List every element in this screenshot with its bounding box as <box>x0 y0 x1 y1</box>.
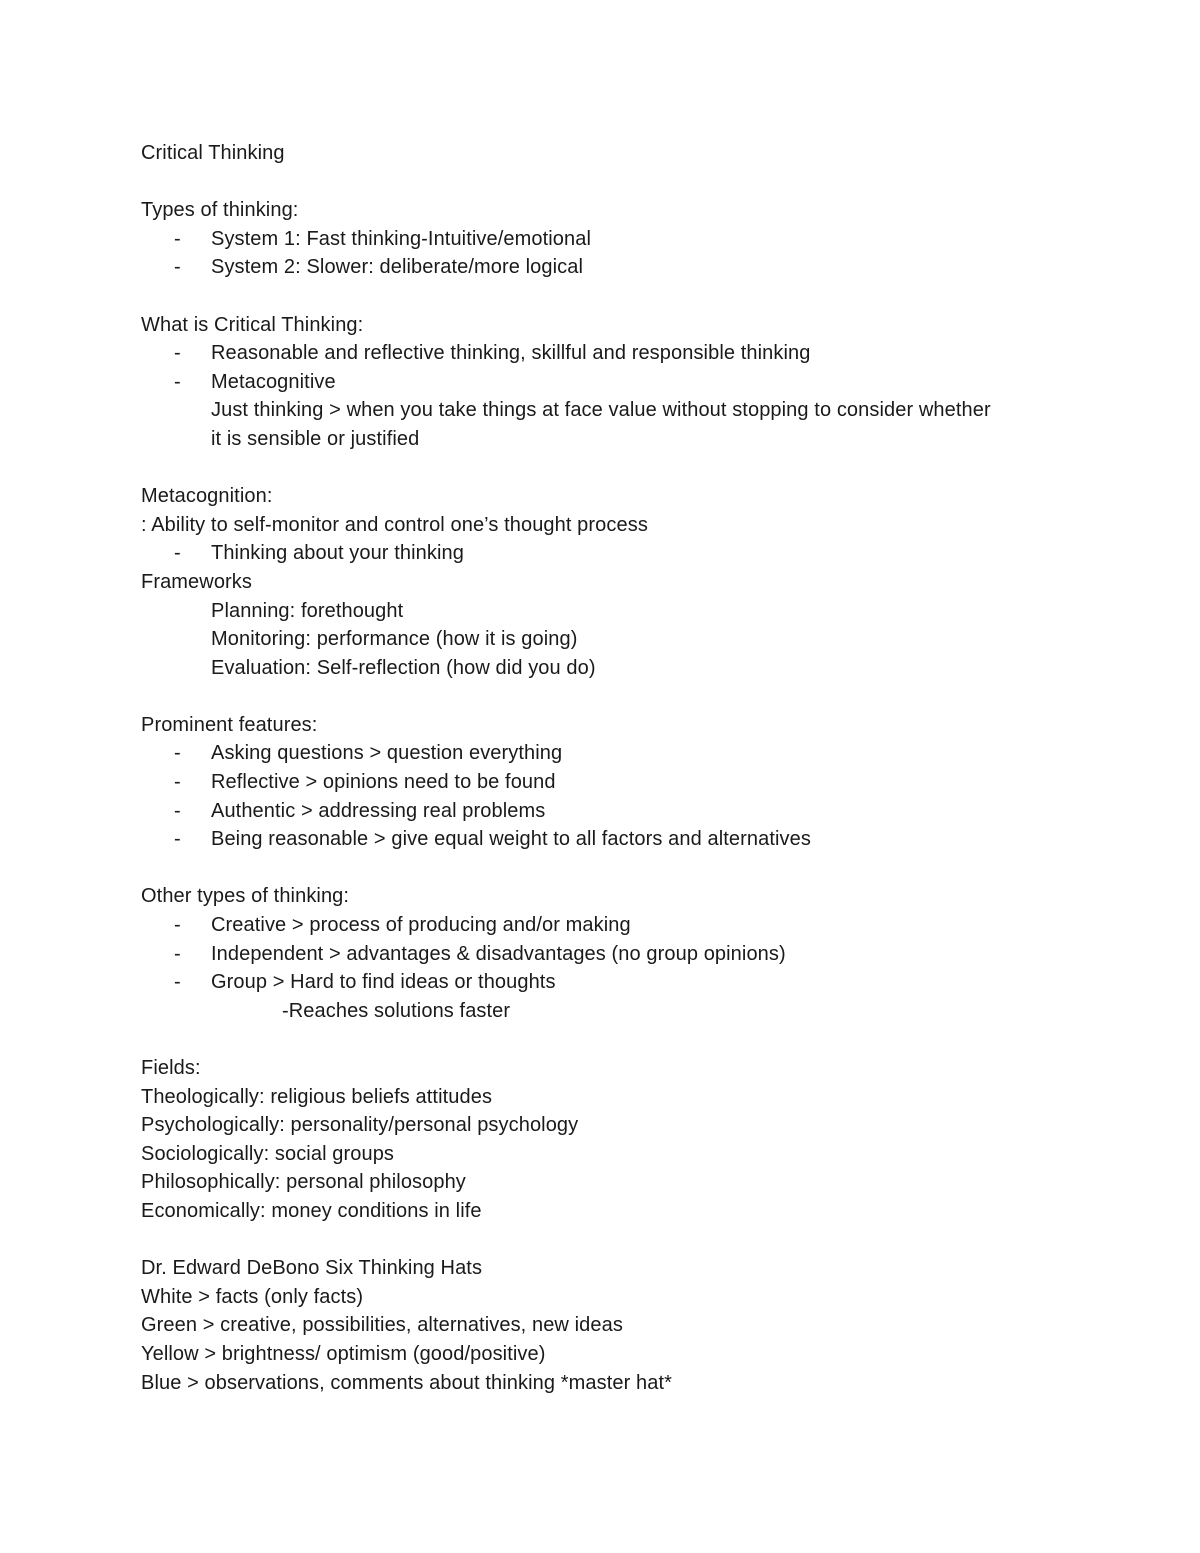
list-item-text: Thinking about your thinking <box>211 542 464 565</box>
list-item <box>141 797 1081 826</box>
list-item-text: Creative > process of producing and/or making <box>211 914 631 937</box>
hat-item: White > facts (only facts) <box>141 1285 364 1308</box>
bullet-dash: - <box>174 742 181 765</box>
list-item-text: Asking questions > question everything <box>211 742 563 765</box>
section-heading-types: Types of thinking: <box>141 199 299 222</box>
continuation-text: it is sensible or justified <box>211 427 420 450</box>
section-heading-frameworks: Frameworks <box>141 570 253 593</box>
section-heading-other: Other types of thinking: <box>141 885 350 908</box>
hat-item: Green > creative, possibilities, alternatives, new ideas <box>141 1314 623 1337</box>
spacer <box>141 282 1081 311</box>
list-item <box>141 539 1081 568</box>
bullet-dash: - <box>174 914 181 937</box>
list-item-text: Metacognitive <box>211 370 336 393</box>
section-heading-what-is: What is Critical Thinking: <box>141 313 364 336</box>
list-item-text: Authentic > addressing real problems <box>211 799 546 822</box>
list-item <box>141 911 1081 940</box>
continuation-text: Just thinking > when you take things at face value without stopping to consider whether <box>211 399 991 422</box>
bullet-dash: - <box>174 828 181 851</box>
document-title: Critical Thinking <box>141 142 285 164</box>
sub-note: -Reaches solutions faster <box>282 999 511 1022</box>
list-item <box>141 225 1081 254</box>
bullet-dash: - <box>174 227 181 250</box>
list-item <box>141 768 1081 797</box>
hat-item: Blue > observations, comments about thinking *master hat* <box>141 1371 672 1394</box>
list-item <box>141 739 1081 768</box>
hat-item: Yellow > brightness/ optimism (good/positive) <box>141 1342 546 1365</box>
spacer <box>141 168 1081 197</box>
section-heading-hats: Dr. Edward DeBono Six Thinking Hats <box>141 1257 483 1280</box>
list-item-text: System 2: Slower: deliberate/more logical <box>211 256 584 279</box>
bullet-dash: - <box>174 942 181 965</box>
field-item: Theologically: religious beliefs attitudes <box>141 1085 493 1108</box>
bullet-dash: - <box>174 971 181 994</box>
framework-item: Monitoring: performance (how it is going) <box>211 628 578 651</box>
bullet-dash: - <box>174 370 181 393</box>
list-item <box>141 253 1081 282</box>
bullet-dash: - <box>174 799 181 822</box>
spacer <box>141 854 1081 883</box>
bullet-dash: - <box>174 342 181 365</box>
list-item <box>141 940 1081 969</box>
list-item-text: Independent > advantages & disadvantages (no group opinions) <box>211 942 786 965</box>
list-item-text: Group > Hard to find ideas or thoughts <box>211 971 556 994</box>
bullet-dash: - <box>174 542 181 565</box>
list-item-text: System 1: Fast thinking-Intuitive/emotional <box>211 227 592 250</box>
spacer <box>141 1025 1081 1054</box>
section-heading-features: Prominent features: <box>141 713 318 736</box>
list-item <box>141 825 1081 854</box>
spacer <box>141 682 1081 711</box>
field-item: Philosophically: personal philosophy <box>141 1171 466 1194</box>
bullet-dash: - <box>174 256 181 279</box>
spacer <box>141 1226 1081 1255</box>
list-item <box>141 968 1081 997</box>
spacer <box>141 454 1081 483</box>
list-item-text: Reflective > opinions need to be found <box>211 771 556 794</box>
bullet-dash: - <box>174 771 181 794</box>
framework-item: Evaluation: Self-reflection (how did you do) <box>211 656 596 679</box>
list-item <box>141 368 1081 397</box>
document-body <box>141 139 1081 1397</box>
list-item <box>141 339 1081 368</box>
field-item: Sociologically: social groups <box>141 1142 395 1165</box>
field-item: Psychologically: personality/personal psychology <box>141 1114 579 1137</box>
field-item: Economically: money conditions in life <box>141 1199 482 1222</box>
section-heading-fields: Fields: <box>141 1057 201 1079</box>
framework-item: Planning: forethought <box>211 599 404 622</box>
section-heading-metacognition: Metacognition: <box>141 485 273 508</box>
list-item-text: Being reasonable > give equal weight to all factors and alternatives <box>211 828 811 851</box>
list-item-text: Reasonable and reflective thinking, skillful and responsible thinking <box>211 342 811 365</box>
definition-text: : Ability to self-monitor and control one’s thought process <box>141 513 648 536</box>
